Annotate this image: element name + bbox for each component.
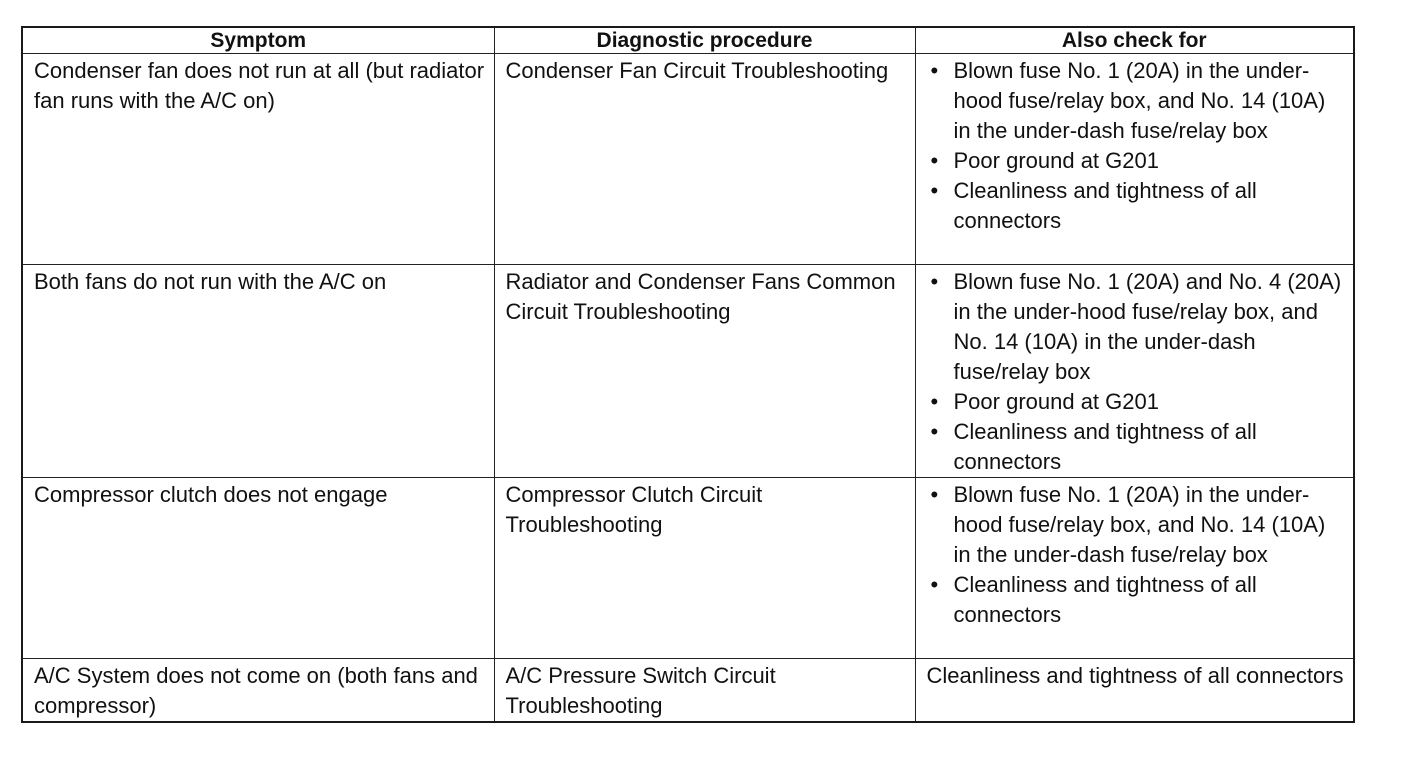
table-row <box>22 265 1354 478</box>
check-item: • Blown fuse No. 1 (20A) in the under-hood fuse/relay box, and No. 14 (10A) in the under-dash fuse/relay box <box>927 56 1348 146</box>
symptom-cell: Compressor clutch does not engage <box>22 478 494 659</box>
also-check-cell <box>915 265 1354 478</box>
table-row <box>22 478 1354 659</box>
check-list <box>927 480 1348 630</box>
table-row <box>22 659 1354 723</box>
header-symptom: Symptom <box>22 27 494 54</box>
check-item: • Blown fuse No. 1 (20A) and No. 4 (20A) in the under-hood fuse/relay box, and No. 14 (10A) in the under-dash fuse/relay box <box>927 267 1348 387</box>
header-diagnostic-procedure: Diagnostic procedure <box>494 27 915 54</box>
diagnostic-table <box>21 26 1355 723</box>
symptom-cell: Condenser fan does not run at all (but radiator fan runs with the A/C on) <box>22 54 494 265</box>
check-list <box>927 267 1348 477</box>
check-list <box>927 56 1348 236</box>
check-item: • Cleanliness and tightness of all connectors <box>927 176 1348 236</box>
procedure-cell: A/C Pressure Switch Circuit Troubleshooting <box>494 659 915 723</box>
procedure-cell: Condenser Fan Circuit Troubleshooting <box>494 54 915 265</box>
table-row <box>22 54 1354 265</box>
header-row <box>22 27 1354 54</box>
symptom-cell: A/C System does not come on (both fans and compressor) <box>22 659 494 723</box>
also-check-cell <box>915 54 1354 265</box>
check-item: • Cleanliness and tightness of all connectors <box>927 417 1348 477</box>
header-also-check-for: Also check for <box>915 27 1354 54</box>
procedure-cell: Radiator and Condenser Fans Common Circuit Troubleshooting <box>494 265 915 478</box>
check-item: • Poor ground at G201 <box>927 387 1348 417</box>
check-item: • Blown fuse No. 1 (20A) in the under-hood fuse/relay box, and No. 14 (10A) in the under-dash fuse/relay box <box>927 480 1348 570</box>
also-check-cell <box>915 478 1354 659</box>
check-item: • Cleanliness and tightness of all connectors <box>927 570 1348 630</box>
check-item: • Poor ground at G201 <box>927 146 1348 176</box>
procedure-cell: Compressor Clutch Circuit Troubleshooting <box>494 478 915 659</box>
also-check-cell: Cleanliness and tightness of all connectors <box>915 659 1354 723</box>
symptom-cell: Both fans do not run with the A/C on <box>22 265 494 478</box>
